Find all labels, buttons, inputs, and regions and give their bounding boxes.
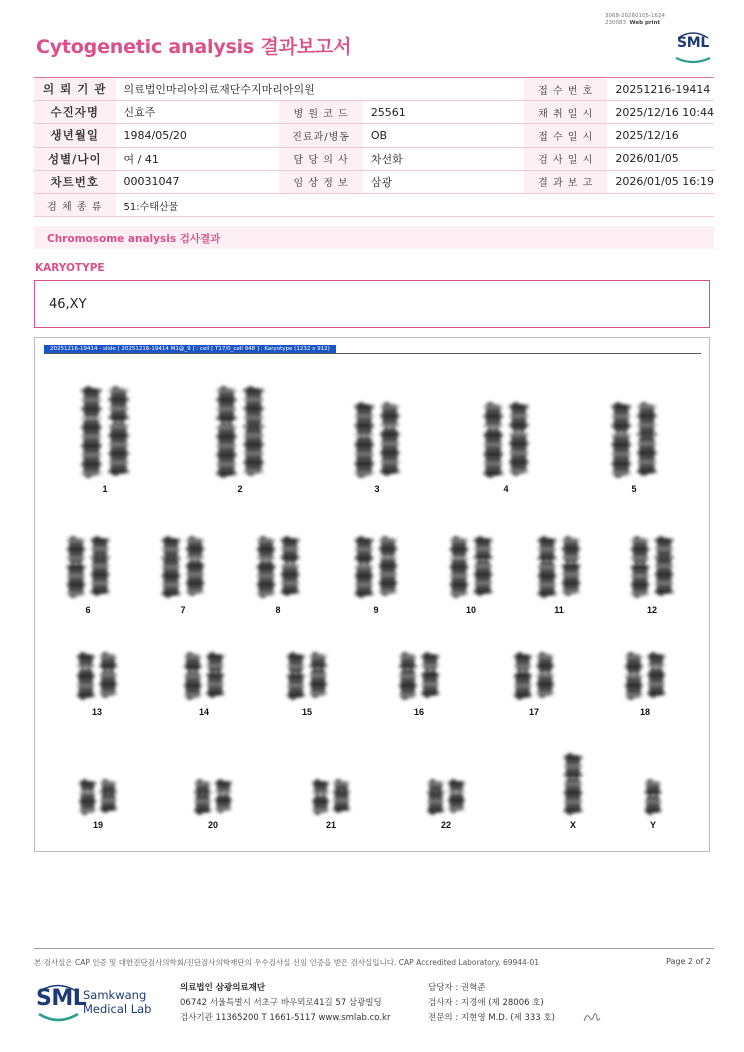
birth-date-value: 1984/05/20 xyxy=(116,124,280,147)
document-code xyxy=(605,13,665,26)
organization-address: 06742 서울특별시 서초구 바우뫼로41길 57 삼광빌딩 xyxy=(180,998,382,1008)
specimen-type-label: 검 체 종 류 xyxy=(34,193,116,216)
chromosome-pair-11 xyxy=(538,536,581,598)
chromosome-pair-6 xyxy=(67,536,110,598)
collection-date-label: 채 취 일 시 xyxy=(524,101,607,124)
chromosome-pair-17 xyxy=(514,652,554,700)
requesting-institution-value: 의료법인마리아의료재단수지마리아의원 xyxy=(116,78,525,101)
chromosome-label: 14 xyxy=(198,707,210,717)
receipt-date-label: 접 수 일 시 xyxy=(524,124,607,147)
chart-number-value: 00031047 xyxy=(116,170,280,193)
organization-info xyxy=(180,981,390,1026)
table-row xyxy=(34,147,714,170)
chromosome-label: 10 xyxy=(465,605,477,615)
table-row xyxy=(34,78,714,101)
chromosome-label: 20 xyxy=(207,820,219,830)
chromosome-label: 17 xyxy=(528,707,540,717)
collection-date-value: 2025/12/16 10:44 xyxy=(607,101,714,124)
karyotype-result-box xyxy=(34,280,710,328)
requesting-institution-label: 의 뢰 기 관 xyxy=(34,78,116,101)
clinical-info-label: 임 상 정 보 xyxy=(279,170,362,193)
document-code-line-2: 230083 xyxy=(605,19,626,26)
patient-name-value: 신효주 xyxy=(116,101,280,124)
chromosome-label: 16 xyxy=(413,707,425,717)
sex-age-label: 성별/나이 xyxy=(34,147,116,170)
report-title: Cytogenetic analysis 결과보고서 xyxy=(36,36,352,58)
department-label: 진료과/병동 xyxy=(279,124,362,147)
section-title: Chromosome analysis 검사결과 xyxy=(47,233,221,245)
chromosome-label: 13 xyxy=(91,707,103,717)
chromosome-label: 21 xyxy=(325,820,337,830)
chromosome-label: 2 xyxy=(237,484,243,494)
test-date-value: 2026/01/05 xyxy=(607,147,714,170)
staff-specialist: 전문의 : 지현영 M.D. (제 333 호) xyxy=(428,1013,555,1023)
lab-name xyxy=(83,988,151,1016)
receipt-number-value: 20251216-19414 xyxy=(607,78,714,101)
chromosome-pair-19 xyxy=(79,779,117,815)
chromosome-pair-15 xyxy=(287,652,327,700)
department-value: OB xyxy=(363,124,524,147)
chromosome-pair-7 xyxy=(162,536,205,598)
document-code-line-1: 3068-20260105-1624 xyxy=(605,13,665,19)
chromosome-pair-10 xyxy=(450,536,493,598)
specimen-type-value: 51:수태산물 xyxy=(116,193,714,216)
table-row xyxy=(34,170,714,193)
karyogram-image xyxy=(40,355,704,847)
chromosome-label: 18 xyxy=(639,707,651,717)
chromosome-pair-x xyxy=(564,753,583,815)
chromosome-label: 4 xyxy=(503,484,509,494)
sex-age-value: 여 / 41 xyxy=(116,147,280,170)
receipt-date-value: 2025/12/16 xyxy=(607,124,714,147)
chromosome-label: Y xyxy=(649,820,657,830)
chromosome-pair-2 xyxy=(216,386,264,478)
patient-info-table xyxy=(34,77,714,217)
chromosome-pair-12 xyxy=(631,536,674,598)
report-date-label: 결 과 보 고 xyxy=(524,170,607,193)
hospital-code-value: 25561 xyxy=(363,101,524,124)
karyogram-caption: 20251216-19414 - slide [ 20251216-19414 M1@_9 ] : cell [ T17/0_cell 948 ] : Karyotype (1232 x 912) xyxy=(44,345,336,354)
chromosome-pair-16 xyxy=(399,652,439,700)
lab-name-line-1: Samkwang xyxy=(83,988,147,1002)
web-print-tag: Web print xyxy=(629,19,661,26)
clinical-info-value: 삼광 xyxy=(363,170,524,193)
karyogram-caption-rule xyxy=(44,353,701,354)
sml-logo-text: SML xyxy=(676,35,710,51)
chromosome-label: 19 xyxy=(92,820,104,830)
samkwang-logo xyxy=(36,982,166,1026)
report-date-value: 2026/01/05 16:19 xyxy=(607,170,714,193)
footer-divider xyxy=(34,948,714,949)
table-row xyxy=(34,193,714,216)
chromosome-pair-21 xyxy=(312,779,350,815)
hospital-code-label: 병 원 코 드 xyxy=(279,101,362,124)
chromosome-pair-8 xyxy=(257,536,300,598)
staff-tester: 검사자 : 지경애 (제 28006 호) xyxy=(428,998,544,1008)
chromosome-pair-13 xyxy=(77,652,117,700)
chromosome-pair-3 xyxy=(354,402,400,478)
chromosome-pair-18 xyxy=(625,652,665,700)
birth-date-label: 생년월일 xyxy=(34,124,116,147)
chromosome-label: X xyxy=(569,820,577,830)
signature-mark xyxy=(582,1010,602,1024)
chromosome-label: 9 xyxy=(373,605,379,615)
table-row xyxy=(34,124,714,147)
karyotype-result: 46,XY xyxy=(49,297,87,312)
page-number: Page 2 of 2 xyxy=(666,957,711,966)
chromosome-label: 15 xyxy=(301,707,313,717)
receipt-number-label: 접 수 번 호 xyxy=(524,78,607,101)
sml-logo xyxy=(672,28,714,66)
chromosome-label: 5 xyxy=(631,484,637,494)
chromosome-pair-5 xyxy=(611,402,657,478)
karyotype-label: KARYOTYPE xyxy=(35,262,105,274)
organization-contact: 검사기관 11365200 T 1661-5117 www.smlab.co.kr xyxy=(180,1013,391,1023)
chromosome-label: 8 xyxy=(275,605,281,615)
chromosome-pair-20 xyxy=(194,779,232,815)
certification-note: 본 검사실은 CAP 인증 및 대한진단검사의학회/진단검사의학재단의 우수검사실 신임 인증을 받은 검사실입니다. CAP Accredited Laboratory. 69944-01 xyxy=(34,958,540,967)
chromosome-pair-22 xyxy=(427,779,465,815)
table-row xyxy=(34,101,714,124)
chromosome-label: 22 xyxy=(440,820,452,830)
chromosome-label: 3 xyxy=(374,484,380,494)
chromosome-label: 12 xyxy=(646,605,658,615)
staff-in-charge: 담당자 : 권혁준 xyxy=(428,983,486,993)
doctor-label: 담 당 의 사 xyxy=(279,147,362,170)
doctor-value: 차선화 xyxy=(363,147,524,170)
chromosome-label: 7 xyxy=(180,605,186,615)
chromosome-pair-14 xyxy=(184,652,224,700)
patient-name-label: 수진자명 xyxy=(34,101,116,124)
chromosome-pair-4 xyxy=(483,402,529,478)
chromosome-pair-y xyxy=(645,779,662,815)
chromosome-pair-1 xyxy=(81,386,129,478)
staff-info xyxy=(428,981,555,1026)
chromosome-label: 1 xyxy=(102,484,108,494)
chart-number-label: 차트번호 xyxy=(34,170,116,193)
chromosome-label: 11 xyxy=(554,605,564,615)
lab-name-line-2: Medical Lab xyxy=(83,1002,152,1016)
section-header xyxy=(34,226,714,249)
chromosome-label: 6 xyxy=(85,605,91,615)
chromosome-pair-9 xyxy=(355,536,398,598)
organization-name: 의료법인 삼광의료재단 xyxy=(180,983,266,993)
footer-logo-text: SML xyxy=(36,986,87,1011)
test-date-label: 검 사 일 시 xyxy=(524,147,607,170)
